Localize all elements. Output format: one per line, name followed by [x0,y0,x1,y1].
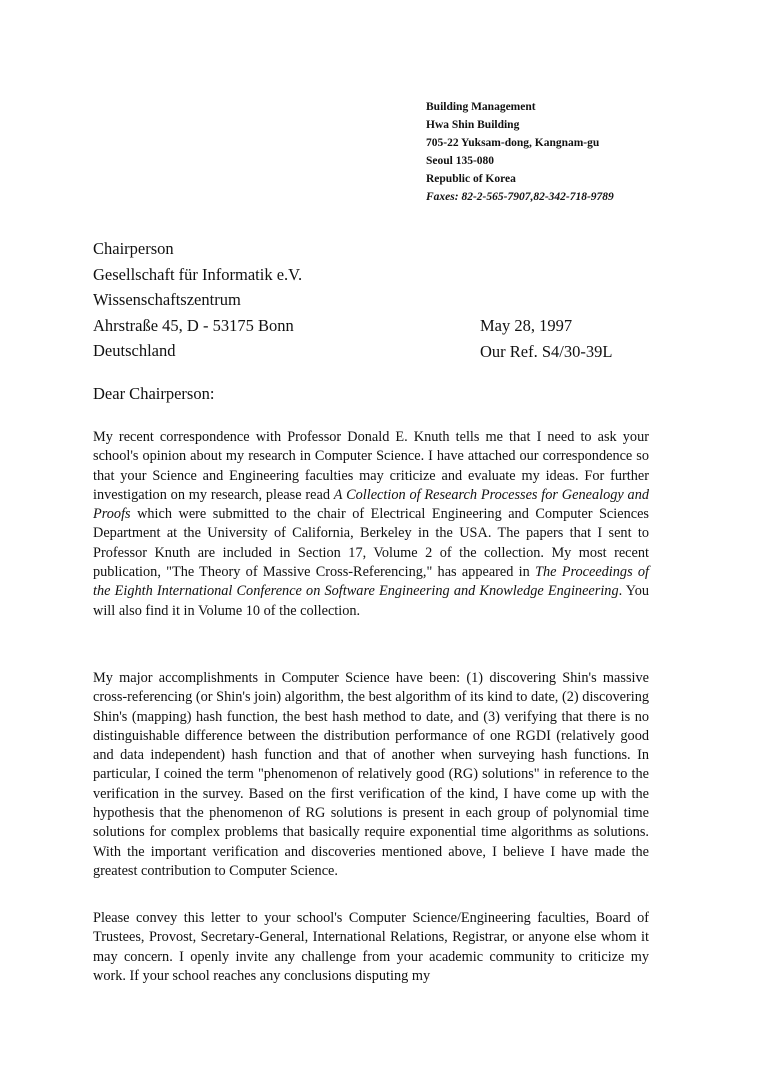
sender-line-5: Republic of Korea [426,173,516,185]
body-paragraph-1 [93,428,649,621]
sender-line-3: 705-22 Yuksam-dong, Kangnam-gu [426,137,600,149]
sender-line-2: Hwa Shin Building [426,119,520,131]
recipient-line-3: Wissenschaftszentrum [93,290,241,309]
sender-faxes: Faxes: 82-2-565-7907,82-342-718-9789 [426,191,614,203]
paragraph-1-text-b: which were submitted to the chair of Electrical Engineering and Computer Sciences Department at the University of California, Berkeley in the USA. The papers that I sent to Professor Knuth are included in Section 17, Volume 2 of the collection. My most recent publication, "The Theory of Massive Cross-Referencing," has appeared in [93,506,649,581]
paragraph-1-title-2: The Proceedings of the Eighth International Conference on Software Engineering and Knowledge Engineering [93,564,649,600]
sender-line-1: Building Management [426,101,536,113]
recipient-line-1: Chairperson [93,239,174,258]
salutation: Dear Chairperson: [93,384,215,403]
recipient-line-2: Gesellschaft für Informatik e.V. [93,264,303,284]
letter-date: May 28, 1997 [480,316,573,335]
recipient-line-5: Deutschland [93,341,176,360]
body-paragraph-3: Please convey this letter to your school's Computer Science/Engineering faculties, Board of Trustees, Provost, Secretary-General, International Relations, Registrar, or anyone else whom it may concern. I openly invite any challenge from your academic community to criticize my work. If your school reaches any conclusions disputing my [93,910,649,984]
paragraph-1-title-1: A Collection of Research Processes for Genealogy and Proofs [93,486,649,523]
sender-address-block [426,98,614,206]
sender-line-4: Seoul 135-080 [426,155,495,167]
letter-reference: Our Ref. S4/30-39L [480,341,613,361]
paragraph-1-text-a: My recent correspondence with Professor Donald E. Knuth tells me that I need to ask your school's opinion about my research in Computer Science. I have attached our correspondence so that your Science and Engineering faculties may criticize and evaluate my ideas. For further investigation on my research, please read [93,429,649,503]
date-reference-block [480,313,612,364]
body-paragraph-2: My major accomplishments in Computer Science have been: (1) discovering Shin's massive cross-referencing (or Shin's join) algorithm, the best algorithm of its kind to date, (2) discovering Shin's (mapping) hash function, the best hash method to date, and (3) verifying that there is no distinguishable difference between the distribution performance of one RGDI (relatively good and data independent) hash function and that of another when surveying hash functions. In particular, I coined the term "phenomenon of relatively good (RG) solutions" in reference to the verification in the survey. Based on the first verification of the kind, I have come up with the hypothesis that the phenomenon of RG solutions is present in each group of polynomial time solutions for complex problems that basically require exponential time algorithms as solutions. With the important verification and discoveries mentioned above, I believe I have made the greatest contribution to Computer Science. [93,670,649,879]
paragraph-1-text-c: . You will also find it in Volume 10 of the collection. [93,583,649,619]
recipient-line-4: Ahrstraße 45, D - 53175 Bonn [93,315,294,335]
recipient-address-block [93,236,302,364]
